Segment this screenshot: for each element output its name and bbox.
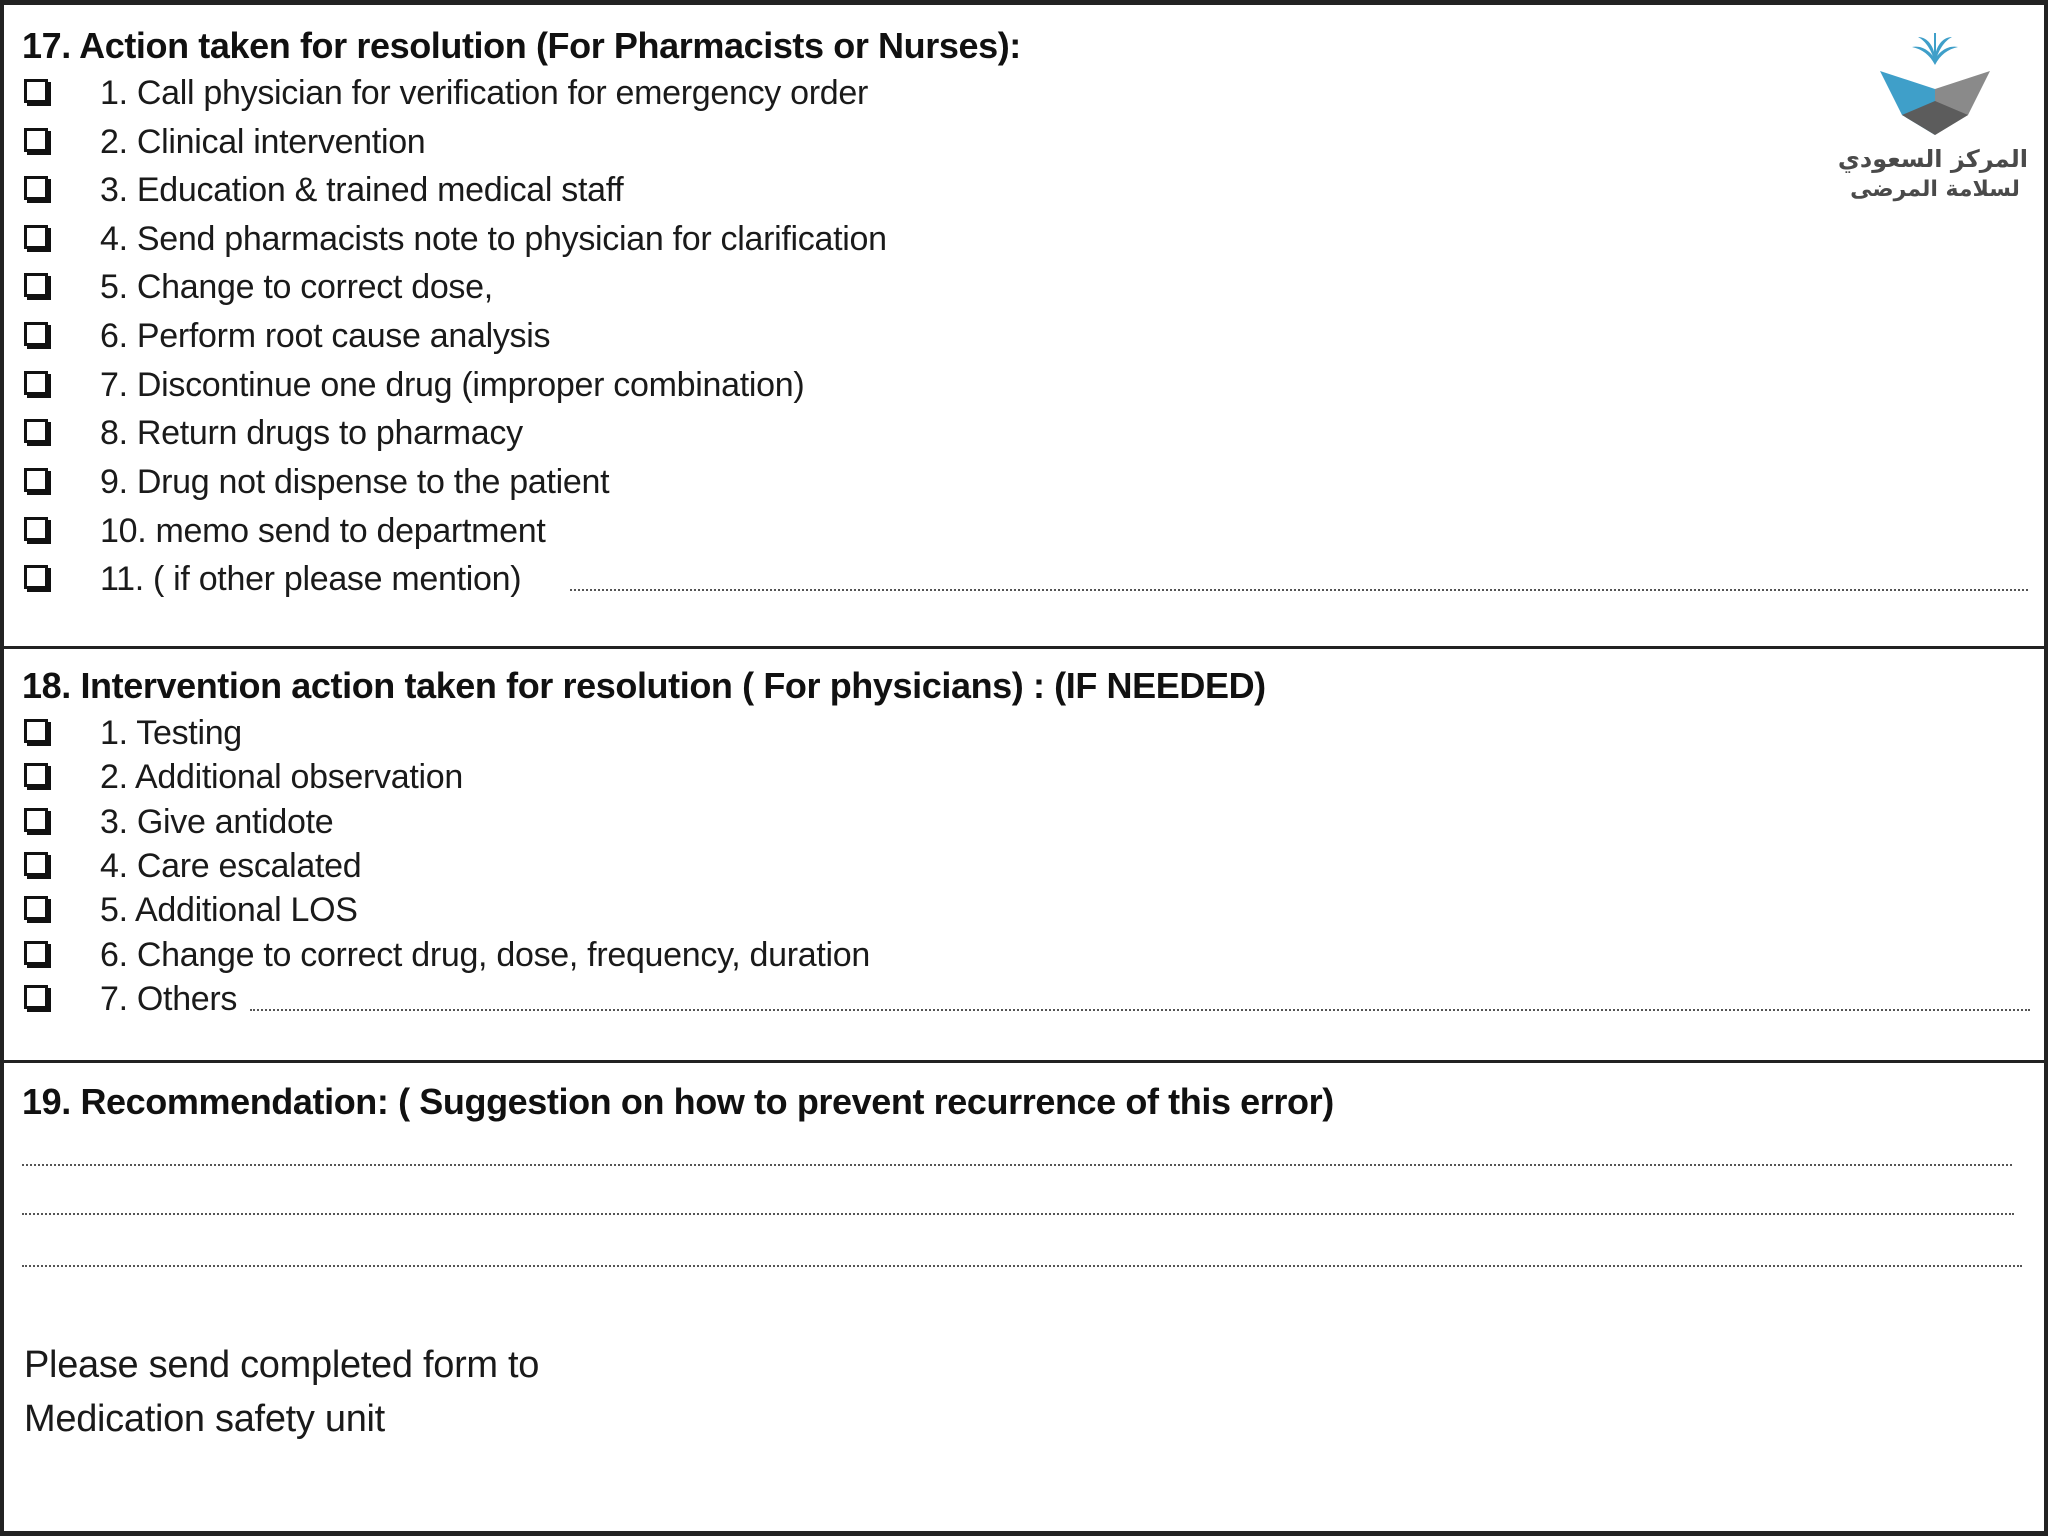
checklist-item-label: 10. memo send to department (100, 512, 546, 550)
checklist-item[interactable] (4, 122, 2044, 166)
checkbox[interactable] (24, 371, 48, 395)
checklist-item-label: 3. Education & trained medical staff (100, 171, 624, 209)
checkbox[interactable] (24, 225, 48, 249)
checklist-item[interactable] (4, 267, 2044, 311)
checklist-item-label: 2. Clinical intervention (100, 123, 426, 161)
checklist-item-label: 5. Additional LOS (100, 891, 358, 929)
checklist-item[interactable] (4, 170, 2044, 214)
logo-text-line2: لسلامة المرضى (1850, 177, 2020, 202)
checkbox[interactable] (24, 273, 48, 297)
other-entry-line[interactable] (570, 589, 2028, 591)
other-entry-line[interactable] (250, 1009, 2030, 1011)
footer-line1: Please send completed form to (24, 1344, 540, 1386)
checklist-item-label: 6. Change to correct drug, dose, frequency, duration (100, 936, 871, 974)
section-19 (4, 1063, 2044, 1531)
checklist-item-label: 1. Call physician for verification for emergency order (100, 74, 869, 112)
checklist-item-label: 11. ( if other please mention) (100, 560, 522, 598)
submission-instructions (24, 1338, 539, 1446)
checklist-item[interactable] (4, 462, 2044, 506)
checklist-item[interactable] (4, 316, 2044, 360)
checkbox[interactable] (24, 985, 48, 1009)
checkbox[interactable] (24, 322, 48, 346)
checklist-item-label: 1. Testing (100, 714, 242, 752)
recommendation-line[interactable] (22, 1164, 2012, 1166)
checklist-item[interactable] (4, 219, 2044, 263)
checkbox[interactable] (24, 719, 48, 743)
checkbox[interactable] (24, 128, 48, 152)
checklist-item[interactable] (4, 757, 2044, 801)
checklist-item[interactable] (4, 713, 2044, 757)
checklist-item[interactable] (4, 802, 2044, 846)
section-17 (4, 5, 2044, 646)
checklist-item-label: 3. Give antidote (100, 803, 334, 841)
checkbox[interactable] (24, 468, 48, 492)
section-19-heading: 19. Recommendation: ( Suggestion on how to prevent recurrence of this error) (22, 1081, 1334, 1122)
checklist-item[interactable] (4, 846, 2044, 890)
checklist-item-label: 4. Care escalated (100, 847, 362, 885)
logo-text-line1: المركز السعودي (1837, 145, 2028, 173)
checklist-item-label: 8. Return drugs to pharmacy (100, 414, 523, 452)
checklist-item[interactable] (4, 559, 2044, 603)
checkbox[interactable] (24, 79, 48, 103)
checklist-item-label: 7. Others (100, 980, 238, 1018)
checkbox[interactable] (24, 176, 48, 200)
checklist-item-label: 6. Perform root cause analysis (100, 317, 551, 355)
checklist-item[interactable] (4, 979, 2044, 1023)
checkbox[interactable] (24, 852, 48, 876)
checkbox[interactable] (24, 941, 48, 965)
checklist-item[interactable] (4, 935, 2044, 979)
checklist-item-label: 2. Additional observation (100, 758, 463, 796)
recommendation-line[interactable] (22, 1265, 2022, 1267)
checklist-item[interactable] (4, 413, 2044, 457)
footer-line2: Medication safety unit (24, 1398, 385, 1440)
section-18 (4, 649, 2044, 1060)
section-17-heading: 17. Action taken for resolution (For Pharmacists or Nurses): (22, 25, 1021, 66)
checkbox[interactable] (24, 896, 48, 920)
checklist-item-label: 5. Change to correct dose, (100, 268, 493, 306)
checkbox[interactable] (24, 763, 48, 787)
section-18-heading: 18. Intervention action taken for resolution ( For physicians) : (IF NEEDED) (22, 665, 1266, 706)
checklist-item-label: 4. Send pharmacists note to physician for clarification (100, 220, 887, 258)
checkbox[interactable] (24, 565, 48, 589)
checklist-item[interactable] (4, 73, 2044, 117)
checklist-item-label: 9. Drug not dispense to the patient (100, 463, 610, 501)
checklist-item-label: 7. Discontinue one drug (improper combination) (100, 366, 805, 404)
checklist-item[interactable] (4, 890, 2044, 934)
checklist-item[interactable] (4, 365, 2044, 409)
recommendation-line[interactable] (22, 1213, 2014, 1215)
checkbox[interactable] (24, 517, 48, 541)
checkbox[interactable] (24, 808, 48, 832)
checkbox[interactable] (24, 419, 48, 443)
checklist-item[interactable] (4, 511, 2044, 555)
